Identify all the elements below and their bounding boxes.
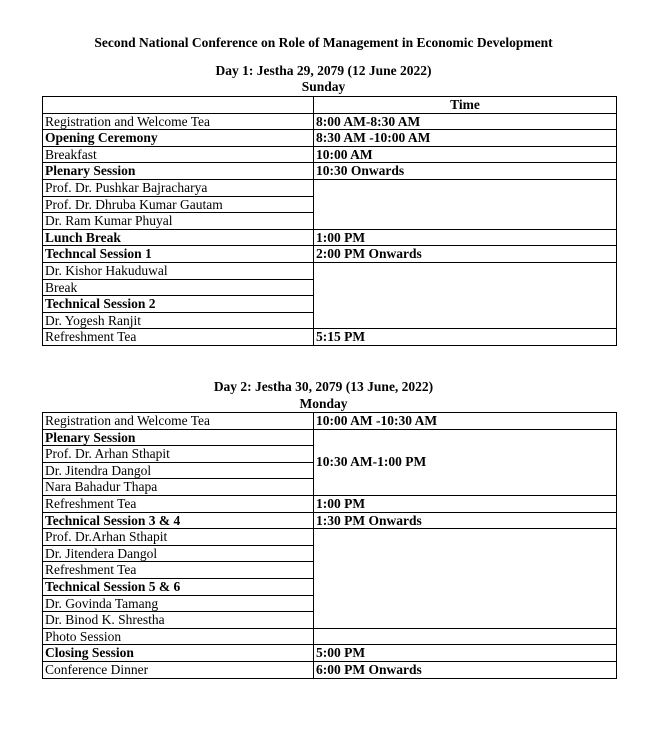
speaker-label: Nara Bahadur Thapa — [43, 479, 314, 496]
day2-schedule-table — [42, 412, 617, 679]
event-label: Techncal Session 1 — [43, 246, 314, 263]
day1-heading: Day 1: Jestha 29, 2079 (12 June 2022) — [215, 63, 432, 78]
table-row — [43, 113, 617, 130]
empty-time-cell — [314, 262, 617, 328]
event-label: Plenary Session — [43, 429, 314, 446]
speaker-label: Dr. Jitendra Dangol — [43, 462, 314, 479]
time-column-header: Time — [314, 97, 617, 114]
speaker-label: Prof. Dr. Pushkar Bajracharya — [43, 179, 314, 196]
event-time: 5:00 PM — [314, 645, 617, 662]
event-time: 2:00 PM Onwards — [314, 246, 617, 263]
event-label: Closing Session — [43, 645, 314, 662]
event-label: Photo Session — [43, 628, 314, 645]
event-label: Plenary Session — [43, 163, 314, 180]
event-time: 1:00 PM — [314, 229, 617, 246]
event-time: 10:30 AM-1:00 PM — [314, 429, 617, 495]
event-label: Refreshment Tea — [43, 329, 314, 346]
day1-weekday: Sunday — [301, 79, 346, 94]
table-row — [43, 262, 617, 279]
event-time: 8:00 AM-8:30 AM — [314, 113, 617, 130]
event-label: Opening Ceremony — [43, 130, 314, 147]
table-row — [43, 429, 617, 446]
document-title: Second National Conference on Role of Management in Economic Development — [94, 35, 553, 50]
table-row — [43, 413, 617, 430]
event-time: 10:00 AM — [314, 146, 617, 163]
empty-time-cell — [314, 628, 617, 645]
event-label: Refreshment Tea — [43, 562, 314, 579]
speaker-label: Dr. Ram Kumar Phuyal — [43, 213, 314, 230]
speaker-label: Dr. Govinda Tamang — [43, 595, 314, 612]
event-time: 10:00 AM -10:30 AM — [314, 413, 617, 430]
empty-time-cell — [314, 529, 617, 629]
speaker-label: Dr. Kishor Hakuduwal — [43, 262, 314, 279]
table-row — [43, 246, 617, 263]
speaker-label: Dr. Yogesh Ranjit — [43, 312, 314, 329]
header-empty-cell — [43, 97, 314, 114]
event-time: 10:30 Onwards — [314, 163, 617, 180]
event-label: Refreshment Tea — [43, 495, 314, 512]
event-time: 8:30 AM -10:00 AM — [314, 130, 617, 147]
table-row — [43, 97, 617, 114]
event-time: 5:15 PM — [314, 329, 617, 346]
empty-time-cell — [314, 179, 617, 229]
table-row — [43, 628, 617, 645]
day2-heading: Day 2: Jestha 30, 2079 (13 June, 2022) — [213, 379, 434, 394]
event-time: 1:30 PM Onwards — [314, 512, 617, 529]
table-row — [43, 661, 617, 678]
event-label: Breakfast — [43, 146, 314, 163]
event-label: Technical Session 3 & 4 — [43, 512, 314, 529]
event-label: Registration and Welcome Tea — [43, 413, 314, 430]
day2-weekday: Monday — [299, 396, 348, 411]
table-row — [43, 163, 617, 180]
table-row — [43, 130, 617, 147]
event-time: 1:00 PM — [314, 495, 617, 512]
table-row — [43, 179, 617, 196]
event-label: Registration and Welcome Tea — [43, 113, 314, 130]
speaker-label: Prof. Dr. Arhan Sthapit — [43, 446, 314, 463]
table-row — [43, 645, 617, 662]
event-label: Technical Session 5 & 6 — [43, 578, 314, 595]
table-row — [43, 529, 617, 546]
event-label: Break — [43, 279, 314, 296]
speaker-label: Dr. Jitendera Dangol — [43, 545, 314, 562]
table-row — [43, 329, 617, 346]
table-row — [43, 146, 617, 163]
event-label: Lunch Break — [43, 229, 314, 246]
event-label: Technical Session 2 — [43, 296, 314, 313]
speaker-label: Dr. Binod K. Shrestha — [43, 612, 314, 629]
table-row — [43, 229, 617, 246]
day1-schedule-table — [42, 96, 617, 346]
event-time: 6:00 PM Onwards — [314, 661, 617, 678]
event-label: Conference Dinner — [43, 661, 314, 678]
table-row — [43, 512, 617, 529]
speaker-label: Prof. Dr.Arhan Sthapit — [43, 529, 314, 546]
speaker-label: Prof. Dr. Dhruba Kumar Gautam — [43, 196, 314, 213]
table-row — [43, 495, 617, 512]
